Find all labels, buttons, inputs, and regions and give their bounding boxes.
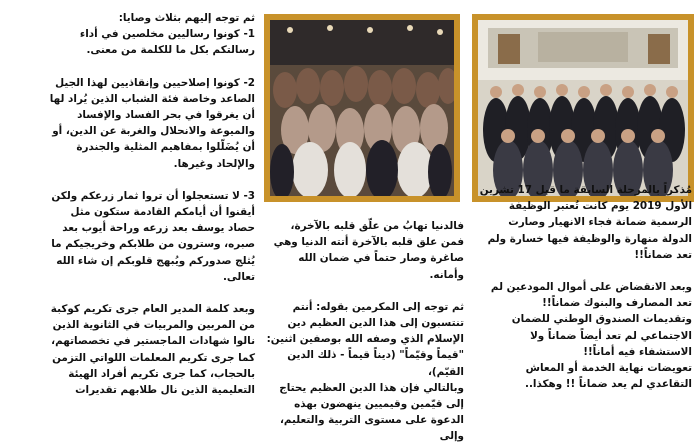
paragraph: 2- كونوا إصلاحيين وإنقاذيين لهذا الجيل الصاعد وخاصة فئة الشباب الذين يُراد لها أن يغرقوا في بحر الفساد والإفساد والميوعة والانحلال والغربة عن الدين، أو أن يُضَلّلوا بمفاهيم المثلية والجندرة والإلحاد وغيرها. (49, 76, 255, 170)
paragraph: مُذكراً بالمرحلة السابقة ما قبل 17 تشرين الأول 2019 يوم كانت تُعتبر الوظيفة الرسمية ضمانة فجاء الانهيار وصارت الدولة منهارة والوظيفة فيها خسارة ولم تعد ضماناً!! (479, 184, 692, 261)
paragraph: وبالتالي فإن هذا الدين العظيم يحتاج إلى قيّمين وقيميين ينهضون بهذه الدعوة على مستوى التربية والتعليم، وإلى (279, 381, 464, 443)
officials-group-photo (478, 20, 688, 196)
paragraph: وتقديمات الصندوق الوطني للضمان الاجتماعي لم تعد أيضاً ضماناً ولا الاستشفاء فيه أماناً!! (511, 313, 692, 358)
article-column-left (40, 10, 255, 398)
paragraph: 1- كونوا رساليين مخلصين في أداء رسالتكم بكل ما للكلمة من معنى. (79, 28, 255, 57)
graduates-group-photo (270, 20, 454, 196)
paragraph: فالدنيا تهابُ من علّق قلبه بالآخرة، فمن علق قلبه بالآخرة أتته الدنيا وهي صاغرة وصار حتماً في ضمان الله وأمانه. (273, 220, 464, 281)
paragraph: وبعد كلمة المدير العام جرى تكريم كوكبة من المربين والمربيات في الثانوية الذين نالوا شهادات الماجستير في تخصصاتهم، كما جرى تكريم المعلمات اللواتي التزمن بالحجاب، كما جرى تكريم أفراد الهيئة التعليمية الذين نال طلابهم تقديرات (50, 303, 255, 397)
paragraph: تعويضات نهاية الخدمة أو المعاش التقاعدي لم يعد ضماناً !! وهكذا.. (525, 362, 692, 391)
article-column-middle (264, 218, 464, 445)
paragraph: ثم توجه إليهم بثلاث وصايا: (118, 12, 255, 24)
photo-right-frame (472, 14, 694, 202)
paragraph: 3- لا تستعجلوا أن تروا ثمار زرعكم ولكن أيقنوا أن أيامكم القادمة ستكون مثل حصاد يوسف بعد زرعه وراحة أيوب بعد صبره، وسترون من طلابكم وخريجيكم ما يُثلج صدوركم ويُبهج قلوبكم إن شاء الله تعالى. (51, 189, 255, 283)
article-column-right (477, 182, 692, 392)
paragraph: وبعد الانقضاض على أموال المودعين لم تعد المصارف والبنوك ضماناً!! (490, 281, 692, 310)
photo-middle-frame (264, 14, 460, 202)
paragraph: ثم توجه إلى المكرمين بقوله: أنتم تنتسبون إلى هذا الدين العظيم دين الإسلام الذي وصفه الله بوصفين اثنين: "قيماً وقيّماً" (ديناً قيماً - ذلك الدين القيّم)، (266, 300, 464, 378)
